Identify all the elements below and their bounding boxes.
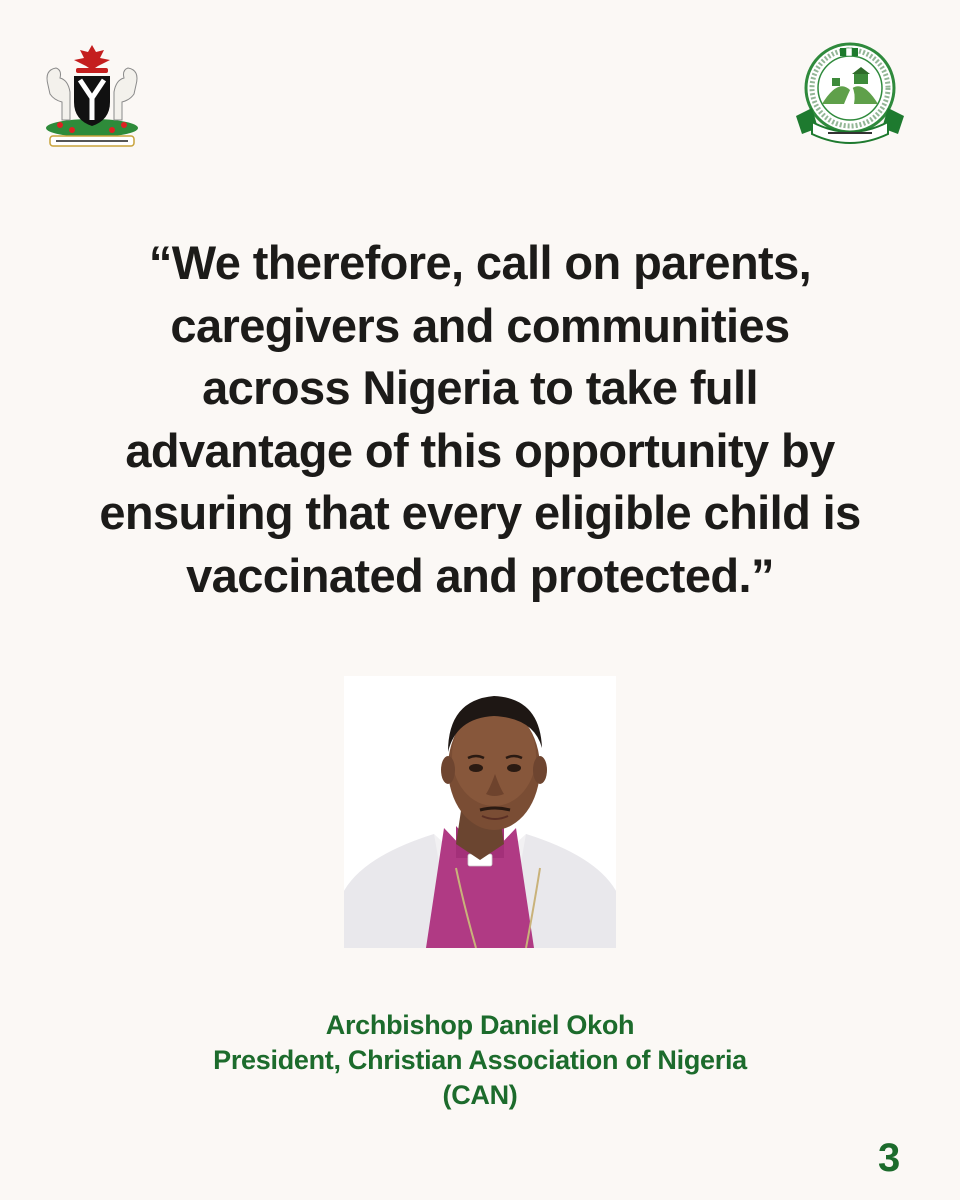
quote-line: across Nigeria to take full: [202, 361, 758, 414]
speaker-portrait: [344, 676, 616, 948]
quote-line: advantage of this opportunity by: [125, 423, 835, 477]
page-number: 3: [878, 1136, 901, 1180]
speaker-title: President, Christian Association of Nigeria: [213, 1045, 747, 1075]
quote-line: caregivers and communities: [170, 298, 790, 352]
quote-line: ensuring that every eligible child is: [99, 486, 861, 539]
quote-line: vaccinated and protected.”: [186, 548, 774, 602]
speaker-title-abbreviation: (CAN): [442, 1080, 518, 1110]
quote-line: “We therefore, call on parents,: [148, 236, 812, 289]
nphcda-logo-icon: [788, 38, 913, 153]
quote-text: [40, 232, 920, 607]
nigeria-coat-of-arms-icon: [30, 40, 155, 155]
speaker-attribution: [80, 1008, 880, 1113]
speaker-name: Archbishop Daniel Okoh: [325, 1010, 635, 1040]
